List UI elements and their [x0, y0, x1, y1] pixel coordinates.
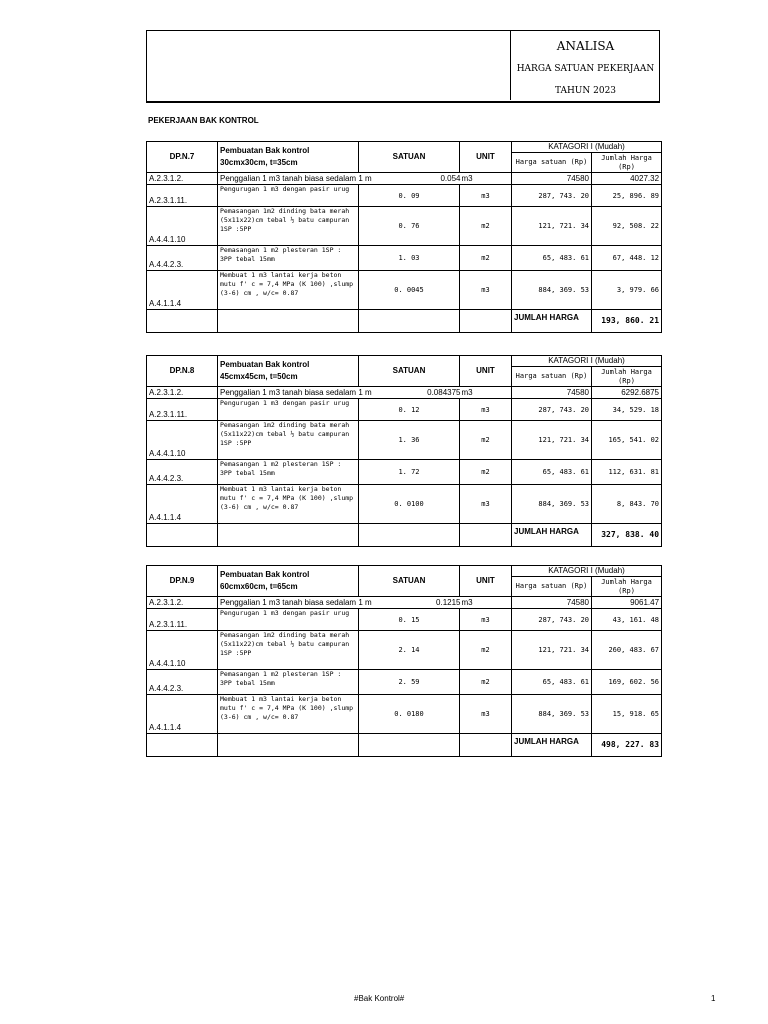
row-satuan: 0. 76: [359, 207, 460, 246]
row-description: Pemasangan 1m2 dinding bata merah (5x11x22)cm tebal ½ batu campuran 1SP :5PP: [218, 421, 359, 460]
col-harga-satuan: Harga satuan (Rp): [512, 153, 592, 173]
row-harga-satuan: 65, 483. 61: [512, 460, 592, 485]
row-jumlah-harga: 43, 161. 48: [592, 609, 662, 631]
row-satuan: 0. 0100: [359, 485, 460, 524]
row-code: A.2.3.1.11.: [147, 185, 218, 207]
table-row: [147, 246, 662, 271]
row-unit: m3: [460, 609, 512, 631]
table-row: [147, 631, 662, 670]
row-harga-satuan: 287, 743. 20: [512, 609, 592, 631]
row-unit: m2: [460, 631, 512, 670]
row-satuan: 1. 03: [359, 246, 460, 271]
row-description: Pemasangan 1 m2 plesteran 1SP : 3PP tebal 15mm: [218, 670, 359, 695]
row-unit: m3: [460, 271, 512, 310]
row-description: Membuat 1 m3 lantai kerja beton mutu f' c = 7,4 MPa (K 100) ,slump (3-6) cm , w/c= 0.87: [218, 271, 359, 310]
header-subtitle: HARGA SATUAN PEKERJAAN: [516, 64, 655, 74]
analysis-table-3: [146, 565, 662, 757]
row-unit: m3: [460, 399, 512, 421]
col-harga-satuan: Harga satuan (Rp): [512, 577, 592, 597]
row-jumlah-harga: 8, 843. 70: [592, 485, 662, 524]
row-code: A.4.4.1.10: [147, 421, 218, 460]
row-satuan: 1. 36: [359, 421, 460, 460]
table-row: [147, 695, 662, 734]
row-code: A.4.4.1.10: [147, 631, 218, 670]
row-satuan: 2. 14: [359, 631, 460, 670]
row-description: Penggalian 1 m3 tanah biasa sedalam 1 m: [218, 173, 460, 185]
row-harga-satuan: 121, 721. 34: [512, 631, 592, 670]
row-satuan-unit: 0.1215 m3: [460, 597, 512, 609]
row-description: Penggalian 1 m3 tanah biasa sedalam 1 m: [218, 387, 460, 399]
row-jumlah-harga: 15, 918. 65: [592, 695, 662, 734]
header-year: TAHUN 2023: [554, 86, 617, 96]
header-title-block: [510, 31, 660, 100]
row-jumlah-harga: 112, 631. 81: [592, 460, 662, 485]
col-jumlah-harga: Jumlah Harga (Rp): [592, 577, 662, 597]
row-satuan: 0. 0045: [359, 271, 460, 310]
row-code: A.2.3.1.2.: [147, 173, 218, 185]
total-value: 498, 227. 83: [592, 734, 662, 757]
total-value: 327, 838. 40: [592, 524, 662, 547]
row-harga-satuan: 884, 369. 53: [512, 695, 592, 734]
item-code: DP.N.9: [147, 566, 218, 597]
row-jumlah-harga: 34, 529. 18: [592, 399, 662, 421]
col-satuan: SATUAN: [359, 142, 460, 173]
header-title: ANALISA: [556, 39, 615, 53]
row-unit: m2: [460, 246, 512, 271]
item-code: DP.N.7: [147, 142, 218, 173]
col-harga-satuan: Harga satuan (Rp): [512, 367, 592, 387]
row-satuan: 0. 12: [359, 399, 460, 421]
col-kategori: KATAGORI I (Mudah): [512, 356, 662, 367]
row-harga-satuan: 65, 483. 61: [512, 246, 592, 271]
row-unit: m2: [460, 460, 512, 485]
row-harga-satuan: 287, 743. 20: [512, 399, 592, 421]
analysis-table-2: [146, 355, 662, 547]
item-title: Pembuatan Bak kontrol 30cmx30cm, t=35cm: [218, 142, 359, 173]
table-row: [147, 271, 662, 310]
item-code: DP.N.8: [147, 356, 218, 387]
row-harga-satuan: 287, 743. 20: [512, 185, 592, 207]
col-unit: UNIT: [460, 142, 512, 173]
row-code: A.2.3.1.2.: [147, 597, 218, 609]
row-unit: m3: [460, 485, 512, 524]
row-jumlah-harga: 165, 541. 02: [592, 421, 662, 460]
row-jumlah-harga: 260, 483. 67: [592, 631, 662, 670]
row-satuan-unit: 0.084375 m3: [460, 387, 512, 399]
row-harga-satuan: 121, 721. 34: [512, 207, 592, 246]
row-satuan: 2. 59: [359, 670, 460, 695]
row-description: Pengurugan 1 m3 dengan pasir urug: [218, 399, 359, 421]
table-row: [147, 421, 662, 460]
table-row: [147, 173, 662, 185]
row-code: A.4.1.1.4: [147, 485, 218, 524]
header-divider: [146, 102, 660, 103]
col-jumlah-harga: Jumlah Harga (Rp): [592, 367, 662, 387]
row-satuan: 0. 09: [359, 185, 460, 207]
row-code: A.4.4.1.10: [147, 207, 218, 246]
row-jumlah-harga: 4027.32: [592, 173, 662, 185]
row-unit: m2: [460, 207, 512, 246]
col-kategori: KATAGORI I (Mudah): [512, 566, 662, 577]
col-kategori: KATAGORI I (Mudah): [512, 142, 662, 153]
analysis-table-1: [146, 141, 662, 333]
row-jumlah-harga: 25, 896. 89: [592, 185, 662, 207]
row-jumlah-harga: 9061.47: [592, 597, 662, 609]
item-title: Pembuatan Bak kontrol 60cmx60cm, t=65cm: [218, 566, 359, 597]
total-label: JUMLAH HARGA: [512, 310, 592, 333]
section-title: PEKERJAAN BAK KONTROL: [148, 116, 259, 125]
row-code: A.2.3.1.11.: [147, 399, 218, 421]
row-unit: m2: [460, 421, 512, 460]
col-unit: UNIT: [460, 566, 512, 597]
row-unit: m3: [460, 695, 512, 734]
row-description: Penggalian 1 m3 tanah biasa sedalam 1 m: [218, 597, 460, 609]
row-description: Pengurugan 1 m3 dengan pasir urug: [218, 609, 359, 631]
row-harga-satuan: 121, 721. 34: [512, 421, 592, 460]
table-row: [147, 399, 662, 421]
row-description: Pemasangan 1 m2 plesteran 1SP : 3PP tebal 15mm: [218, 460, 359, 485]
footer-sheet-name: #Bak Kontrol#: [354, 994, 405, 1003]
table-row: [147, 670, 662, 695]
col-unit: UNIT: [460, 356, 512, 387]
table-row: [147, 207, 662, 246]
row-description: Pemasangan 1 m2 plesteran 1SP : 3PP tebal 15mm: [218, 246, 359, 271]
table-row: [147, 387, 662, 399]
col-jumlah-harga: Jumlah Harga (Rp): [592, 153, 662, 173]
row-code: A.4.1.1.4: [147, 271, 218, 310]
row-jumlah-harga: 169, 602. 56: [592, 670, 662, 695]
row-code: A.2.3.1.11.: [147, 609, 218, 631]
row-satuan: 0. 0180: [359, 695, 460, 734]
row-harga-satuan: 74580: [512, 387, 592, 399]
row-harga-satuan: 74580: [512, 173, 592, 185]
table-row: [147, 609, 662, 631]
row-harga-satuan: 65, 483. 61: [512, 670, 592, 695]
total-label: JUMLAH HARGA: [512, 524, 592, 547]
row-unit: m2: [460, 670, 512, 695]
row-description: Pemasangan 1m2 dinding bata merah (5x11x22)cm tebal ½ batu campuran 1SP :5PP: [218, 631, 359, 670]
row-jumlah-harga: 92, 508. 22: [592, 207, 662, 246]
total-value: 193, 860. 21: [592, 310, 662, 333]
row-harga-satuan: 884, 369. 53: [512, 271, 592, 310]
row-jumlah-harga: 67, 448. 12: [592, 246, 662, 271]
table-row: [147, 597, 662, 609]
row-jumlah-harga: 3, 979. 66: [592, 271, 662, 310]
row-code: A.4.4.2.3.: [147, 460, 218, 485]
row-code: A.4.1.1.4: [147, 695, 218, 734]
row-satuan: 0. 15: [359, 609, 460, 631]
row-jumlah-harga: 6292.6875: [592, 387, 662, 399]
table-row: [147, 485, 662, 524]
row-description: Pengurugan 1 m3 dengan pasir urug: [218, 185, 359, 207]
row-description: Membuat 1 m3 lantai kerja beton mutu f' c = 7,4 MPa (K 100) ,slump (3-6) cm , w/c= 0.87: [218, 485, 359, 524]
row-unit: m3: [460, 185, 512, 207]
row-harga-satuan: 74580: [512, 597, 592, 609]
table-row: [147, 185, 662, 207]
row-description: Pemasangan 1m2 dinding bata merah (5x11x22)cm tebal ½ batu campuran 1SP :5PP: [218, 207, 359, 246]
item-title: Pembuatan Bak kontrol 45cmx45cm, t=50cm: [218, 356, 359, 387]
row-satuan: 1. 72: [359, 460, 460, 485]
col-satuan: SATUAN: [359, 566, 460, 597]
footer-page-number: 1: [711, 994, 716, 1003]
total-label: JUMLAH HARGA: [512, 734, 592, 757]
col-satuan: SATUAN: [359, 356, 460, 387]
row-code: A.4.4.2.3.: [147, 670, 218, 695]
row-satuan-unit: 0.054 m3: [460, 173, 512, 185]
row-code: A.4.4.2.3.: [147, 246, 218, 271]
header-box: [146, 30, 660, 102]
row-code: A.2.3.1.2.: [147, 387, 218, 399]
row-description: Membuat 1 m3 lantai kerja beton mutu f' c = 7,4 MPa (K 100) ,slump (3-6) cm , w/c= 0.87: [218, 695, 359, 734]
row-harga-satuan: 884, 369. 53: [512, 485, 592, 524]
table-row: [147, 460, 662, 485]
